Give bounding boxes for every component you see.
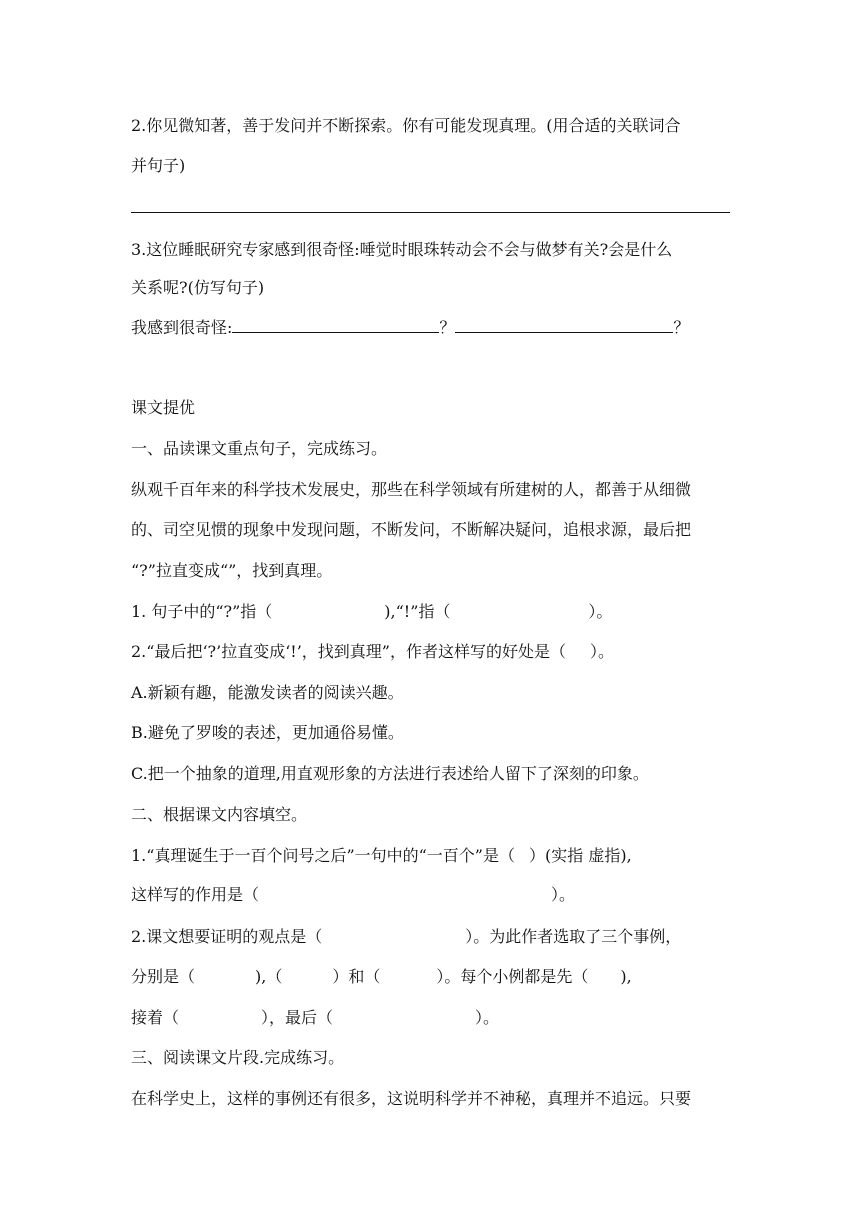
q3-question-mark-1: ？ [439, 318, 456, 337]
q3-text-line1: 3.这位睡眠研究专家感到很奇怪:唾觉时眼珠转动会不会与做梦有关?会是什么 [131, 240, 673, 259]
p2-q2-text-j: ）。 [475, 1008, 500, 1027]
p1-q1-text-a: 1. 句子中的“?”指（ [131, 602, 273, 621]
q3-text-line2: 关系呢?(仿写句子) [131, 278, 265, 297]
p2-q2-text-a: 2.课文想要证明的观点是（ [131, 927, 323, 946]
part2-heading: 二、根据课文内容填空。 [131, 805, 308, 824]
part1-heading: 一、品读课文重点句子，完成练习。 [131, 439, 388, 458]
passage-line1: 纵观千百年来的科学技术发展史，那些在科学领域有所建树的人，都善于从细微 [131, 480, 692, 499]
q2-text-line1: 2.你见微知著，善于发问并不断探索。你有可能发现真理。(用合适的关联词合 [131, 116, 681, 135]
section-title: 课文提优 [131, 398, 196, 417]
p2-q2-text-e: ）和（ [332, 967, 381, 986]
p2-question-2-line2 [131, 966, 731, 988]
q3-blank-1[interactable] [232, 317, 439, 333]
p1-question-1 [131, 601, 731, 623]
p2-q2-text-i: ），最后（ [261, 1008, 334, 1027]
p2-question-2-line3 [131, 1007, 731, 1029]
option-b: B.避免了罗唆的表述，更加通俗易懂。 [131, 723, 404, 742]
p2-q2-text-d: ),（ [255, 967, 283, 986]
p2-q2-text-f: ）。每个小例都是先（ [436, 967, 589, 986]
p1-question-2 [131, 641, 731, 663]
q3-prompt: 我感到很奇怪: [131, 318, 233, 337]
p1-q1-text-b: ),“!”指（ [384, 602, 451, 621]
p2-q2-text-h: 接着（ [131, 1008, 180, 1027]
p2-q2-text-c: 分别是（ [131, 967, 196, 986]
p2-q1-text-b: ）(实指 虚指), [529, 846, 632, 865]
option-c: C.把一个抽象的道理,用直观形象的方法进行表述给人留下了深刻的印象。 [131, 764, 649, 783]
p2-q2-text-b: ）。为此作者选取了三个事例， [465, 927, 682, 946]
option-a: A.新颖有趣，能激发读者的阅读兴趣。 [131, 683, 404, 702]
p2-question-2-line1 [131, 926, 731, 948]
p2-q1-text-a: 1.“真理诞生于一百个问号之后”一句中的“一百个”是（ [131, 846, 515, 865]
p1-q1-text-c: ）。 [588, 602, 613, 621]
p2-q1-text-c: 这样写的作用是（ [131, 885, 260, 904]
p1-q2-text-a: 2.“最后把‘?’拉直变成‘!’，找到真理”，作者这样写的好处是（ [131, 642, 566, 661]
p2-question-1-line1 [131, 845, 731, 867]
part3-passage-line1: 在科学史上，这样的事例还有很多，这说明科学并不神秘，真理并不追远。只要 [131, 1089, 692, 1108]
q3-question-mark-2: ？ [673, 318, 690, 337]
passage-line3: “?”拉直变成“”，找到真理。 [131, 561, 333, 580]
p2-q2-text-g: ), [620, 967, 632, 986]
part3-heading: 三、阅读课文片段.完成练习。 [131, 1048, 345, 1067]
q2-text-line2: 并句子) [131, 156, 186, 175]
q3-blank-2[interactable] [455, 317, 673, 333]
p2-question-1-line2 [131, 884, 731, 906]
q2-answer-line[interactable] [131, 212, 730, 213]
p1-q2-text-b: ）。 [589, 642, 614, 661]
p2-q1-text-d: ）。 [551, 885, 576, 904]
q3-fill-row [131, 317, 731, 339]
passage-line2: 的、司空见惯的现象中发现问题，不断发问，不断解决疑问，追根求源，最后把 [131, 520, 692, 539]
